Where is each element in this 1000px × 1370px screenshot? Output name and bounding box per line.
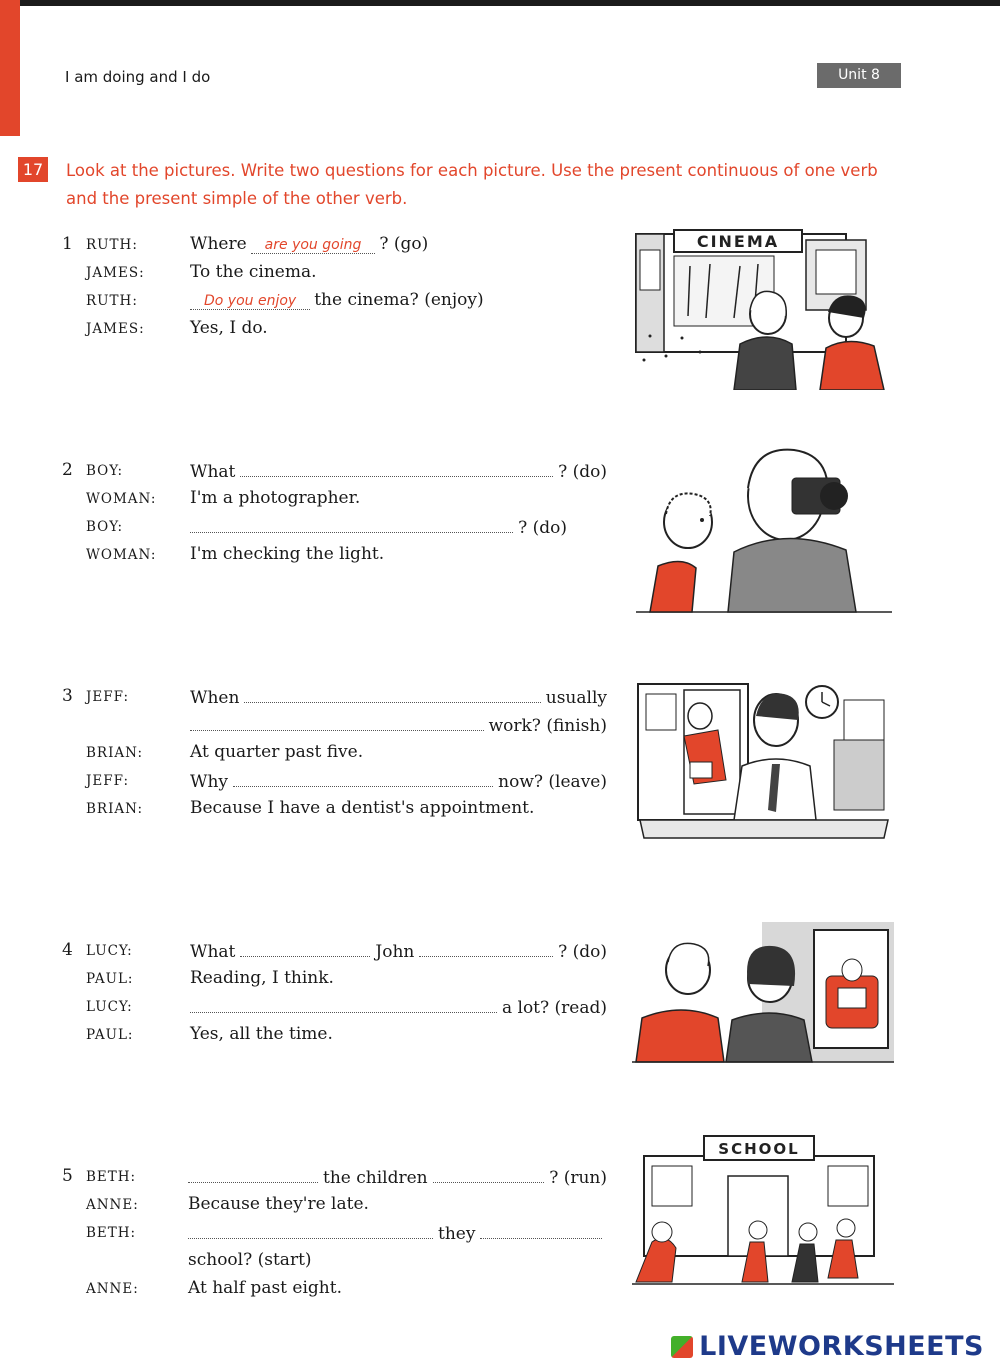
speaker: JAMES: (86, 321, 145, 337)
speaker: PAUL: (86, 971, 134, 987)
line-text: work? (finish) (488, 716, 607, 736)
line-text: school? (start) (188, 1250, 312, 1270)
line-text: When (190, 688, 240, 708)
speaker: BOY: (86, 463, 124, 479)
speaker: ANNE: (86, 1197, 139, 1213)
dialogue-line (62, 966, 607, 994)
dialogue-line (62, 232, 607, 260)
line-text: Because they're late. (188, 1194, 369, 1214)
answer-blank[interactable] (190, 714, 484, 731)
dialogue-line (62, 994, 607, 1022)
brand-text: LIVEWORKSHEETS (699, 1331, 984, 1362)
line-text: now? (leave) (498, 772, 607, 792)
speaker: BETH: (86, 1225, 137, 1241)
dialogue-number: 5 (62, 1166, 73, 1186)
answer-blank[interactable] (188, 1222, 433, 1239)
speaker: WOMAN: (86, 491, 157, 507)
answer-blank[interactable] (190, 996, 497, 1013)
line-text: At half past eight. (188, 1278, 342, 1298)
red-edge-strip (0, 0, 20, 136)
line-text: John (375, 942, 415, 962)
line-text: Reading, I think. (190, 968, 334, 988)
living-room-illustration (632, 922, 894, 1068)
dialogue-line (62, 486, 607, 514)
line-text: I'm a photographer. (190, 488, 361, 508)
line-text: ? (do) (558, 942, 607, 962)
line-text: At quarter past five. (190, 742, 364, 762)
dialogue-line (62, 514, 607, 542)
line-text: I'm checking the light. (190, 544, 385, 564)
speaker: BETH: (86, 1169, 137, 1185)
line-text: ? (do) (518, 518, 567, 538)
line-text: Yes, all the time. (190, 1024, 333, 1044)
answer-blank[interactable] (240, 940, 370, 957)
dialogue-line (62, 1192, 607, 1220)
dialogue-line (62, 712, 607, 740)
dialogue-line (62, 288, 607, 316)
line-text: ? (do) (558, 462, 607, 482)
exercise-instruction: Look at the pictures. Write two questions for each picture. Use the present continuous of one verb and the present simple of the other verb. (66, 161, 878, 208)
dialogue-number: 2 (62, 460, 73, 480)
dialogue-line (62, 542, 607, 570)
line-text: they (438, 1224, 476, 1244)
dialogue-number: 4 (62, 940, 73, 960)
dialogue-line (62, 768, 607, 796)
dialogue-line (62, 684, 607, 712)
answer-field[interactable]: are you going (251, 237, 376, 254)
dialogue-line (62, 316, 607, 344)
dialogue-line (62, 740, 607, 768)
answer-blank[interactable] (244, 686, 540, 703)
line-text: the children (323, 1168, 428, 1188)
line-text: Why (190, 772, 229, 792)
line-text: Where (190, 234, 247, 254)
dialogue-line (62, 1022, 607, 1050)
line-text: To the cinema. (190, 262, 317, 282)
speaker: JAMES: (86, 265, 145, 281)
dialogue-line (62, 1248, 607, 1276)
top-border (0, 0, 1000, 6)
answer-blank[interactable] (419, 940, 553, 957)
line-text: Yes, I do. (190, 318, 268, 338)
dialogue-line (62, 938, 607, 966)
dialogue-line (62, 1220, 607, 1248)
speaker: PAUL: (86, 1027, 134, 1043)
line-text: What (190, 462, 236, 482)
speaker: LUCY: (86, 999, 133, 1015)
dialogue-3 (62, 684, 607, 824)
line-text: ? (go) (379, 234, 429, 254)
dialogue-line (62, 1276, 607, 1304)
speaker: ANNE: (86, 1281, 139, 1297)
speaker: RUTH: (86, 293, 138, 309)
cinema-sign: CINEMA (696, 232, 780, 251)
cinema-illustration (630, 226, 890, 390)
answer-blank[interactable] (188, 1166, 318, 1183)
answer-blank[interactable] (480, 1222, 602, 1239)
dialogue-line (62, 1164, 607, 1192)
answer-blank[interactable] (233, 770, 493, 787)
line-text: ? (run) (549, 1168, 607, 1188)
line-text: a lot? (read) (501, 998, 607, 1018)
line-text: Because I have a dentist's appointment. (190, 798, 535, 818)
speaker: LUCY: (86, 943, 133, 959)
liveworksheets-logo (671, 1331, 984, 1362)
dialogue-1 (62, 232, 607, 344)
speaker: BRIAN: (86, 801, 144, 817)
dialogue-number: 3 (62, 686, 73, 706)
line-text: usually (545, 688, 607, 708)
line-text: What (190, 942, 236, 962)
liveworksheets-icon (671, 1336, 693, 1358)
speaker: JEFF: (86, 773, 130, 789)
dialogue-line (62, 458, 607, 486)
dialogue-5 (62, 1164, 607, 1304)
answer-blank[interactable] (240, 460, 553, 477)
speaker: JEFF: (86, 689, 130, 705)
speaker: BOY: (86, 519, 124, 535)
answer-blank[interactable] (433, 1166, 545, 1183)
line-text: the cinema? (enjoy) (314, 290, 484, 310)
speaker: RUTH: (86, 237, 138, 253)
answer-field[interactable]: Do you enjoy (190, 293, 310, 310)
unit-badge: Unit 8 (817, 63, 901, 88)
speaker: WOMAN: (86, 547, 157, 563)
speaker: BRIAN: (86, 745, 144, 761)
dialogue-line (62, 796, 607, 824)
dialogue-2 (62, 458, 607, 570)
dialogue-line (62, 260, 607, 288)
photographer-illustration (636, 440, 892, 618)
dialogue-4 (62, 938, 607, 1050)
dialogue-number: 1 (62, 234, 73, 254)
office-illustration (634, 680, 890, 848)
exercise-number: 17 (18, 157, 48, 182)
answer-blank[interactable] (190, 516, 513, 533)
school-illustration (632, 1132, 894, 1292)
running-title: I am doing and I do (65, 68, 211, 86)
school-sign: SCHOOL (718, 1140, 800, 1158)
